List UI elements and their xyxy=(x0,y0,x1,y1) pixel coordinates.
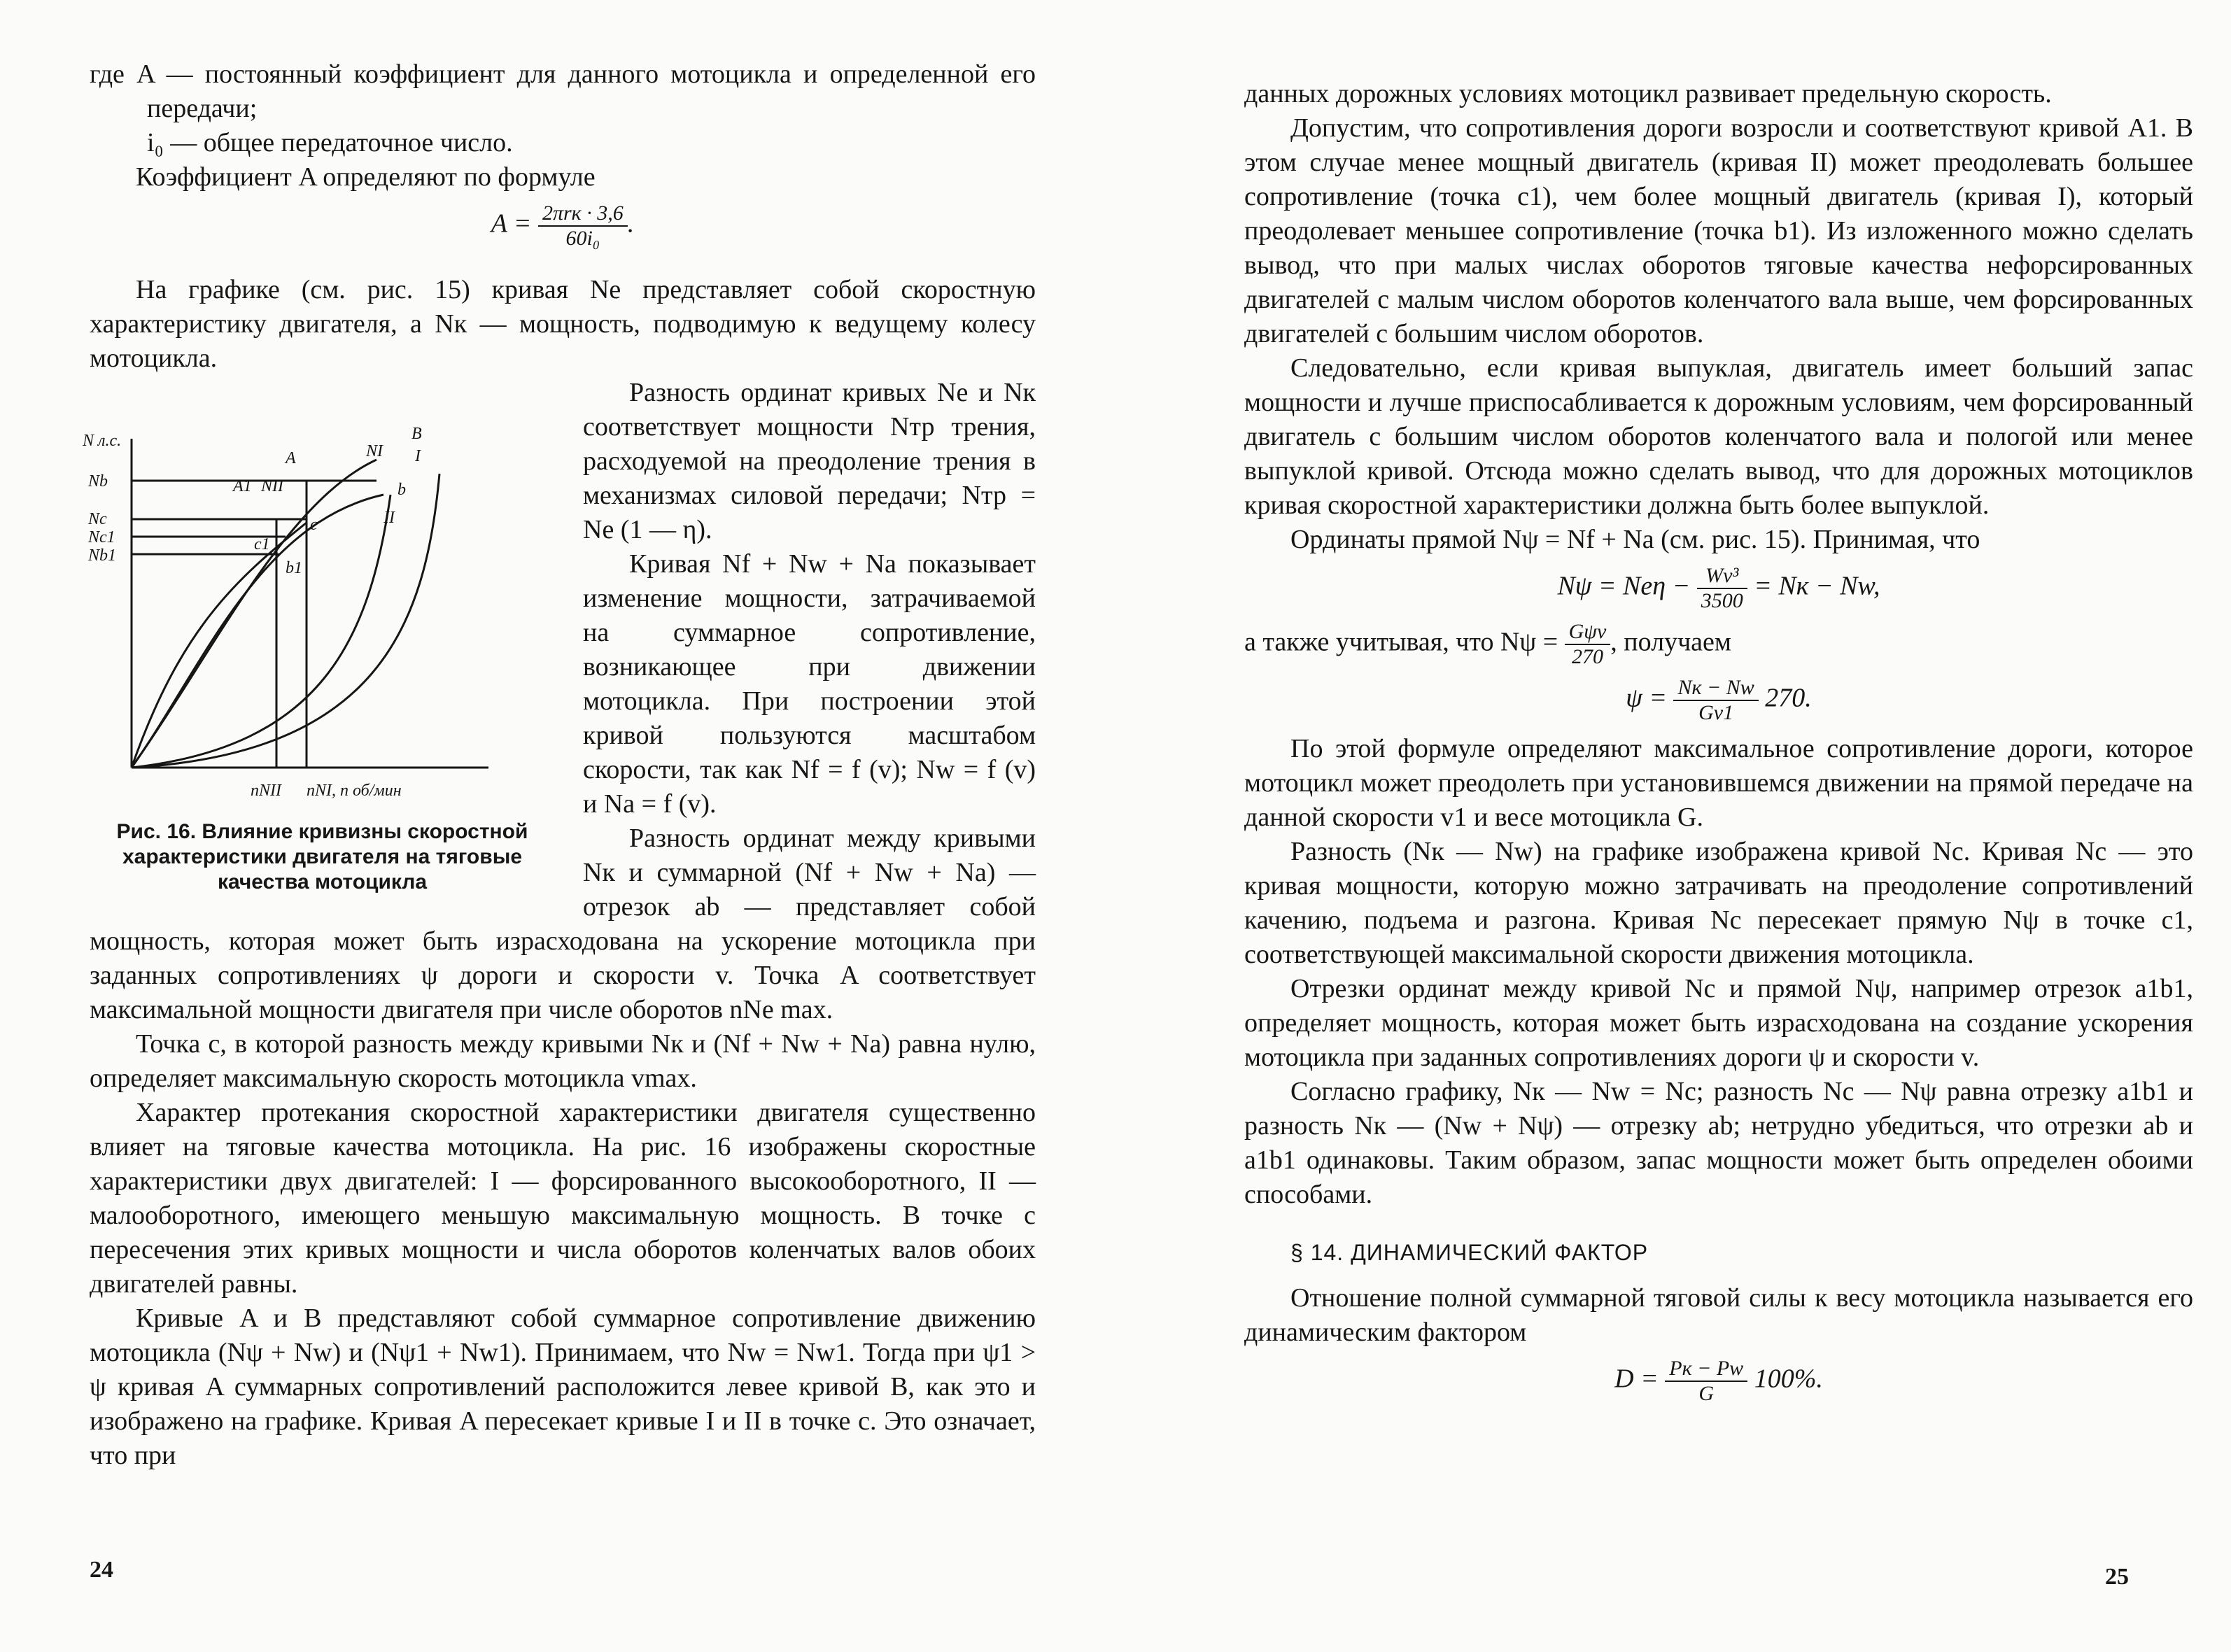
definition-A: где A — постоянный коэффициент для данного мотоцикла и определенной его передачи; xyxy=(90,59,1036,123)
curve-A1 xyxy=(132,523,307,768)
left-text-column xyxy=(83,57,1036,1473)
paragraph-segments: Отрезки ординат между кривой Nc и прямой Nψ, например отрезок a1b1, определяет мощность, которая может быть израсходована на создание ускорения мотоцикла при заданных сопротивлениях дороги ψ и скорости v. xyxy=(1244,974,2193,1072)
fraction: $\frac{\text{Wv³}}{3500}$ xyxy=(1697,564,1747,613)
page-number-right: 25 xyxy=(2105,1564,2129,1590)
label-A: A xyxy=(286,449,296,467)
paragraph-graph: На графике (см. рис. 15) кривая Nе представляет собой скоростную характеристику двигателя, а Nк — мощность, подводимую к ведущему колесу мотоцикла. xyxy=(90,275,1036,373)
label-b: b xyxy=(397,481,406,499)
right-text-column xyxy=(1244,77,2193,1413)
label-c: c xyxy=(310,516,318,534)
paragraph-curve: Кривая Nf + Nw + Na показывает изменение мощности, затрачиваемой на суммарное сопротивление, возникающее при движении мотоцикла. При построении этой кривой пользуются масштабом скорости, так как Nf = f (v); Nw = f (v) и Na = f (v). xyxy=(583,549,1036,819)
definition-i0: i₀ — общее передаточное число. xyxy=(147,128,513,157)
paragraph-ab: Разность ординат между кривыми Nк и суммарной (Nf + Nw + Na) — отрезок ab — представляет собой мощность, которая может быть израсходована на ускорение мотоцикла при заданных сопротивлениях ψ дороги и скорости v. Точка A соответствует максимальной мощности двигателя при числе оборотов nNe max. xyxy=(90,824,1036,1024)
formula-D: D = $\frac{Pк - Pw}{G}$ 100%. xyxy=(1614,1357,1823,1405)
tick-nNII: nNII xyxy=(251,782,281,800)
paragraph-agree: Согласно графику, Nк — Nw = Nc; разность Nc — Nψ равна отрезку a1b1 и разность Nк — (Nw + Nψ) — отрезку ab; нетрудно убедиться, что отрезки ab и a1b1 одинаковы. Таким образом, запас мощности может быть определен обоими способами. xyxy=(1244,1077,2193,1209)
fraction: $\frac{Pк - Pw}{G}$ xyxy=(1665,1357,1747,1406)
paragraph-character: Характер протекания скоростной характеристики двигателя существенно влияет на тяговые качества мотоцикла. На рис. 16 изображены скоростные характеристики двух двигателей: I — форсированного высокооборотного, II — малооборотного, имеющего меньшую максимальную мощность. В точке c пересечения этих кривых мощности и числа оборотов коленчатых валов обоих двигателей равны. xyxy=(90,1098,1036,1299)
label-I: I xyxy=(415,447,421,465)
label-NI: NI xyxy=(366,442,383,460)
figure-caption: Рис. 16. Влияние кривизны скоростной характеристики двигателя на тяговые качества мотоцикла xyxy=(116,820,528,894)
paragraph-Nc: Разность (Nк — Nw) на графике изображена кривой Nc. Кривая Nc — это кривая мощности, которую можно затрачивать на преодоление сопротивлений качению, подъема и разгона. Кривая Nc пересекает прямую Nψ в точке c1, соответствующей максимальной скорости движения мотоцикла. xyxy=(1244,837,2193,969)
paragraph-assume: Допустим, что сопротивления дороги возросли и соответствуют кривой A1. В этом случае менее мощный двигатель (кривая II) может преодолевать большее сопротивление (точка c1), чем более мощный двигатель (кривая I), который преодолевает меньшее сопротивление (точка b1). Из изложенного можно сделать вывод, что при малых числах оборотов тяговые качества нефорсированных двигателей с малым числом оборотов коленчатого вала выше, чем форсированных двигателей с большим числом оборотов. xyxy=(1244,113,2193,348)
tick-nNI: nNI, n об/мин xyxy=(307,782,402,800)
label-NII: NII xyxy=(261,477,283,495)
label-II: II xyxy=(383,509,395,527)
label-A1: A1 xyxy=(233,477,252,495)
tick-Nb1: Nb1 xyxy=(88,546,117,565)
paragraph-ordinates: Ординаты прямой Nψ = Nf + Na (см. рис. 15). Принимая, что xyxy=(1290,525,1980,554)
tick-Nb: Nb xyxy=(88,472,108,490)
formula-psi: ψ = $\frac{Nк - Nw}{Gv1}$ 270. xyxy=(1626,676,1812,724)
also-considering: а также учитывая, что Nψ = $\frac{\text{Gψv}}{270}$ , получаем xyxy=(1244,620,1731,668)
paragraph-curves-AB: Кривые A и B представляют собой суммарное сопротивление движению мотоцикла (Nψ + Nw) и (Nψ1 + Nw1). Принимаем, что Nw = Nw1. Тогда при ψ1 > ψ кривая A суммарных сопротивлений расположится левее кривой B, как это и изображено на графике. Кривая A пересекает кривые I и II в точке c. Это означает, что при xyxy=(90,1304,1036,1470)
speed-characteristic-chart xyxy=(76,418,569,810)
curve-I xyxy=(132,460,376,768)
paragraph-convex: Следовательно, если кривая выпуклая, двигатель имеет больший запас мощности и лучше приспосабливается к дорожным условиям, чем форсированный двигатель с большим числом оборотов коленчатого вала и пологой или менее выпуклой кривой. Отсюда можно сделать вывод, что для дорожных мотоциклов кривая скоростной характеристики должна быть более выпуклой. xyxy=(1244,353,2193,520)
paragraph-formula: По этой формуле определяют максимальное сопротивление дороги, которое мотоцикл может преодолеть при установившемся движении на прямой передаче на данной скорости v1 и весе мотоцикла G. xyxy=(1244,734,2193,832)
y-axis-label: N л.с. xyxy=(83,432,122,450)
paragraph-point-c: Точка c, в которой разность между кривыми Nк и (Nf + Nw + Na) равна нулю, определяет максимальную скорость мотоцикла vmax. xyxy=(90,1029,1036,1093)
label-b1: b1 xyxy=(286,559,302,577)
page-number-left: 24 xyxy=(90,1557,113,1583)
figure-16 xyxy=(76,376,569,895)
paragraph-dynamic: Отношение полной суммарной тяговой силы к весу мотоцикла называется его динамическим фактором xyxy=(1244,1283,2193,1347)
formula-N-psi: Nψ = Neη − $\frac{\text{Wv³}}{3500}$ = Nк − Nw, xyxy=(1557,564,1880,612)
continuation-text: данных дорожных условиях мотоцикл развивает предельную скорость. xyxy=(1244,79,2052,108)
paragraph-friction: Разность ординат кривых Nе и Nк соответствует мощности Nтр трения, расходуемой на преодоление трения в механизмах силовой передачи; Nтр = Nе (1 — η). xyxy=(583,378,1036,544)
label-B: B xyxy=(411,425,422,443)
tick-Nc: Nc xyxy=(88,510,107,528)
coefficient-intro: Коэффициент A определяют по формуле xyxy=(136,162,596,192)
label-c1: c1 xyxy=(254,535,270,553)
right-page xyxy=(1116,0,2231,1652)
formula-A: A = $\frac{\text{2πrк · 3,6}}{\text{60i₀}}$ . xyxy=(491,202,635,250)
fraction: $\frac{\text{2πrк · 3,6}}{\text{60i₀}}$ xyxy=(538,202,628,250)
fraction: $\frac{\text{Gψv}}{270}$ xyxy=(1565,620,1611,669)
section-heading: § 14. ДИНАМИЧЕСКИЙ ФАКТОР xyxy=(1290,1240,1649,1265)
fraction: $\frac{Nк - Nw}{Gv1}$ xyxy=(1673,676,1758,725)
tick-Nc1: Nc1 xyxy=(88,528,115,546)
